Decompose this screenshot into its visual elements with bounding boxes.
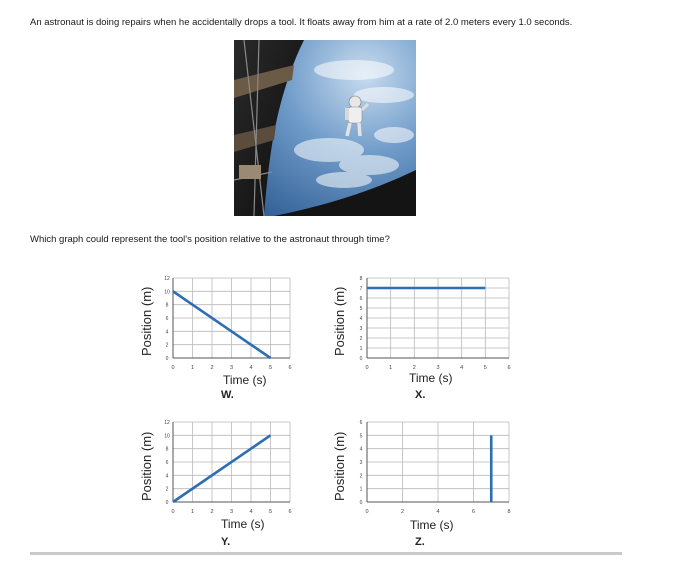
y-axis-label: Position (m) bbox=[332, 286, 347, 356]
x-tick-label: 6 bbox=[288, 365, 292, 371]
x-tick-label: 3 bbox=[436, 365, 440, 371]
x-tick-label: 1 bbox=[190, 365, 195, 371]
series-line bbox=[173, 291, 271, 358]
y-tick-label: 8 bbox=[359, 276, 363, 282]
chart-w-plot bbox=[125, 268, 335, 408]
x-tick-label: 2 bbox=[400, 509, 405, 515]
chart-w[interactable] bbox=[125, 268, 335, 408]
x-tick-label: 3 bbox=[229, 365, 234, 371]
x-tick-label: 4 bbox=[249, 509, 253, 515]
y-axis-label: Position (m) bbox=[332, 431, 347, 501]
y-tick-label: 2 bbox=[165, 486, 169, 493]
y-tick-label: 10 bbox=[164, 433, 170, 440]
x-tick-label: 8 bbox=[507, 509, 511, 515]
question-text: An astronaut is doing repairs when he accidentally drops a tool. It floats away from him at a rate of 2.0 meters every 1.0 seconds. bbox=[30, 17, 573, 28]
x-tick-label: 2 bbox=[210, 509, 214, 515]
y-tick-label: 5 bbox=[359, 306, 363, 312]
x-tick-label: 4 bbox=[436, 509, 440, 515]
question-prompt: Which graph could represent the tool's position relative to the astronaut through time? bbox=[30, 234, 390, 245]
x-tick-label: 6 bbox=[507, 365, 511, 371]
x-tick-label: 0 bbox=[171, 509, 175, 515]
x-tick-label: 1 bbox=[389, 365, 393, 371]
x-axis-label: Time (s) bbox=[409, 371, 453, 385]
y-tick-label: 7 bbox=[359, 286, 363, 292]
option-letter: Y. bbox=[221, 536, 231, 548]
x-tick-label: 1 bbox=[190, 509, 195, 515]
y-tick-label: 3 bbox=[359, 460, 363, 466]
y-tick-label: 8 bbox=[165, 446, 169, 453]
y-tick-label: 6 bbox=[359, 420, 363, 426]
y-tick-label: 0 bbox=[359, 356, 363, 362]
x-tick-label: 6 bbox=[288, 509, 292, 515]
y-tick-label: 0 bbox=[359, 500, 363, 506]
x-tick-label: 0 bbox=[171, 365, 175, 371]
y-tick-label: 8 bbox=[165, 302, 169, 309]
option-letter: Z. bbox=[415, 536, 425, 548]
y-tick-label: 12 bbox=[164, 276, 170, 282]
y-axis-label: Position (m) bbox=[139, 431, 154, 501]
y-tick-label: 6 bbox=[359, 296, 363, 302]
x-axis-label: Time (s) bbox=[410, 518, 454, 532]
chart-x[interactable] bbox=[318, 268, 528, 408]
y-tick-label: 4 bbox=[165, 329, 169, 336]
x-tick-label: 2 bbox=[412, 365, 416, 371]
series-line bbox=[173, 435, 271, 502]
x-tick-label: 6 bbox=[471, 509, 476, 515]
y-tick-label: 5 bbox=[359, 433, 363, 440]
x-tick-label: 0 bbox=[365, 509, 369, 515]
y-tick-label: 0 bbox=[165, 500, 169, 506]
chart-z[interactable] bbox=[318, 414, 528, 554]
y-tick-label: 2 bbox=[165, 342, 169, 349]
y-tick-label: 3 bbox=[359, 326, 363, 332]
y-tick-label: 4 bbox=[359, 316, 363, 322]
y-tick-label: 4 bbox=[359, 446, 363, 453]
x-tick-label: 5 bbox=[268, 365, 273, 371]
y-tick-label: 6 bbox=[165, 316, 169, 322]
x-tick-label: 5 bbox=[268, 509, 273, 515]
chart-x-plot bbox=[318, 268, 528, 408]
y-tick-label: 4 bbox=[165, 473, 169, 480]
y-tick-label: 10 bbox=[164, 289, 170, 296]
y-tick-label: 1 bbox=[359, 486, 363, 493]
y-axis-label: Position (m) bbox=[139, 286, 154, 356]
x-tick-label: 0 bbox=[365, 365, 369, 371]
x-tick-label: 2 bbox=[210, 365, 214, 371]
y-tick-label: 2 bbox=[359, 473, 363, 480]
option-letter: X. bbox=[415, 389, 426, 401]
y-tick-label: 0 bbox=[165, 356, 169, 362]
x-tick-label: 4 bbox=[249, 365, 253, 371]
y-tick-label: 2 bbox=[359, 336, 363, 342]
y-tick-label: 6 bbox=[165, 460, 169, 466]
divider bbox=[30, 552, 622, 555]
y-tick-label: 1 bbox=[359, 346, 363, 352]
chart-y[interactable] bbox=[125, 414, 335, 554]
astronaut-photo bbox=[234, 40, 416, 216]
chart-z-plot bbox=[318, 414, 528, 554]
x-tick-label: 4 bbox=[460, 365, 464, 371]
x-tick-label: 5 bbox=[483, 365, 487, 371]
x-tick-label: 3 bbox=[229, 509, 234, 515]
x-axis-label: Time (s) bbox=[221, 517, 265, 531]
chart-y-plot bbox=[125, 414, 335, 554]
y-tick-label: 12 bbox=[164, 420, 170, 426]
option-letter: W. bbox=[221, 389, 234, 401]
x-axis-label: Time (s) bbox=[223, 373, 267, 387]
